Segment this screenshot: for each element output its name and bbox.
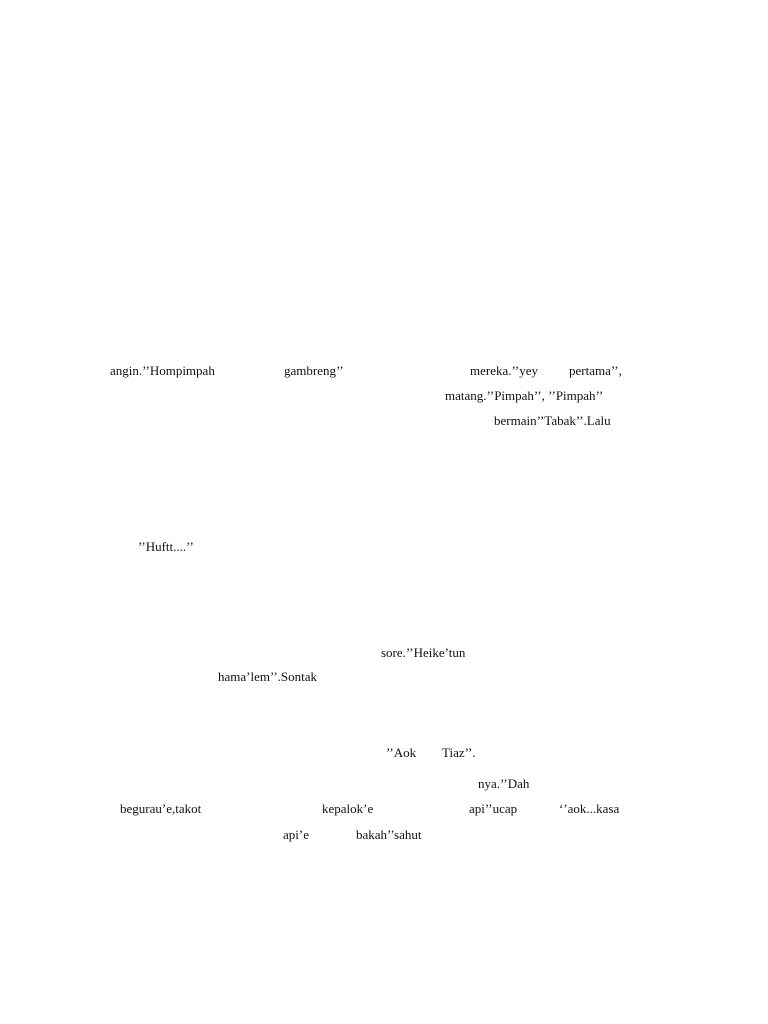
text-fragment: api’e: [283, 827, 309, 842]
text-fragment: Tiaz’’.: [442, 745, 476, 760]
text-fragment: ’’Aok: [386, 745, 417, 760]
text-fragment: api’’ucap: [469, 801, 518, 816]
text-fragment: pertama’’,: [569, 363, 622, 378]
text-fragment: nya.’’Dah: [478, 776, 530, 791]
text-fragment: hama’lem’’.Sontak: [218, 669, 318, 684]
text-fragment: bermain’’Tabak’’.Lalu: [494, 413, 611, 428]
text-fragment: sore.’’Heike’tun: [381, 645, 466, 660]
text-fragment: bakah’’sahut: [356, 827, 422, 842]
text-fragment: kepalok’e: [322, 801, 374, 816]
text-fragment: gambreng’’: [284, 363, 344, 378]
text-fragment: ’’Huftt....’’: [138, 539, 194, 554]
text-fragment: mereka.’’yey: [470, 363, 538, 378]
text-fragment: matang.’’Pimpah’’, ’’Pimpah’’: [445, 388, 604, 403]
text-fragment: angin.’’Hompimpah: [110, 363, 215, 378]
text-fragment: begurau’e,takot: [120, 801, 202, 816]
text-fragment: ‘’aok...kasa: [559, 801, 620, 816]
